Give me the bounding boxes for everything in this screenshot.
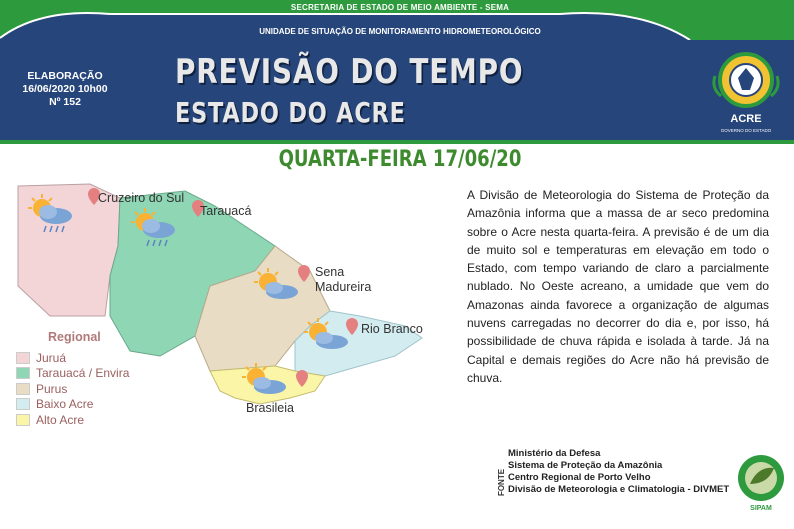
legend-item <box>16 412 129 428</box>
source-line: Sistema de Proteção da Amazônia <box>508 460 663 471</box>
legend-item <box>16 381 129 397</box>
forecast-date: QUARTA-FEIRA 17/06/20 <box>278 147 522 172</box>
city-label-sena-madureira: Sena Madureira <box>315 265 372 294</box>
source-line: Ministério da Defesa <box>508 448 601 459</box>
header-banner <box>0 0 794 140</box>
elaboracao-label: ELABORAÇÃO <box>27 70 103 82</box>
legend-swatch <box>16 367 30 379</box>
source-lines <box>508 448 729 496</box>
source-line: Centro Regional de Porto Velho <box>508 472 651 483</box>
page-subtitle: ESTADO DO ACRE <box>175 96 406 129</box>
unidade-label: UNIDADE DE SITUAÇÃO DE MONITORAMENTO HIDROMETEOROLÓGICO <box>259 27 541 36</box>
logo-text: ACRE <box>730 113 762 125</box>
regional-legend <box>16 330 129 428</box>
source-line: Divisão de Meteorologia e Climatologia - DIVMET <box>508 484 730 495</box>
legend-label: Juruá <box>36 350 67 365</box>
header-divider <box>0 140 794 144</box>
city-label-tarauaca: Tarauacá <box>200 204 252 218</box>
elaboracao-block <box>10 70 120 109</box>
city-label-rio-branco: Rio Branco <box>361 322 423 336</box>
legend-label: Purus <box>36 381 68 396</box>
legend-item <box>16 350 129 366</box>
legend-title: Regional <box>48 330 101 344</box>
elaboracao-date: 16/06/2020 10h00 <box>22 83 108 95</box>
legend-swatch <box>16 383 30 395</box>
source-block <box>478 448 790 516</box>
sipam-logo-text: SIPAM <box>750 505 772 512</box>
legend-label: Tarauacá / Envira <box>36 366 130 381</box>
acre-coat-of-arms-logo <box>705 48 787 136</box>
page-title: PREVISÃO DO TEMPO <box>175 52 524 92</box>
sipam-logo <box>736 450 786 512</box>
legend-item <box>16 397 129 413</box>
city-label-brasileia: Brasileia <box>246 401 294 415</box>
legend-item <box>16 366 129 382</box>
legend-label: Alto Acre <box>36 412 85 427</box>
logo-subtext: GOVERNO DO ESTADO <box>720 128 772 133</box>
source-label: FONTE <box>497 468 507 497</box>
city-label-cruzeiro-do-sul: Cruzeiro do Sul <box>98 191 185 205</box>
legend-swatch <box>16 352 30 364</box>
legend-swatch <box>16 398 30 410</box>
legend-swatch <box>16 414 30 426</box>
secretaria-label: SECRETARIA DE ESTADO DE MEIO AMBIENTE - SEMA <box>290 3 510 12</box>
bulletin-number: Nº 152 <box>49 96 81 108</box>
forecast-text: A Divisão de Meteorologia do Sistema de Proteção da Amazônia informa que a massa de ar seco predomina sobre o Acre nesta quarta-feira. A previsão é de um dia de muito sol e temperaturas em elevação em todo o Estado, com tempo variando de claro a parcialmente nublado. No Oeste acreano, a umidade que vem do Amazonas ainda favorece a organização de algumas nuvens carregadas no decorrer do dia e, por isso, há possibilidade de chuva rápida e isolada à tarde. Já na Capital e demais regiões do Acre não há previsão de chuva. <box>467 188 769 385</box>
legend-label: Baixo Acre <box>36 397 94 412</box>
